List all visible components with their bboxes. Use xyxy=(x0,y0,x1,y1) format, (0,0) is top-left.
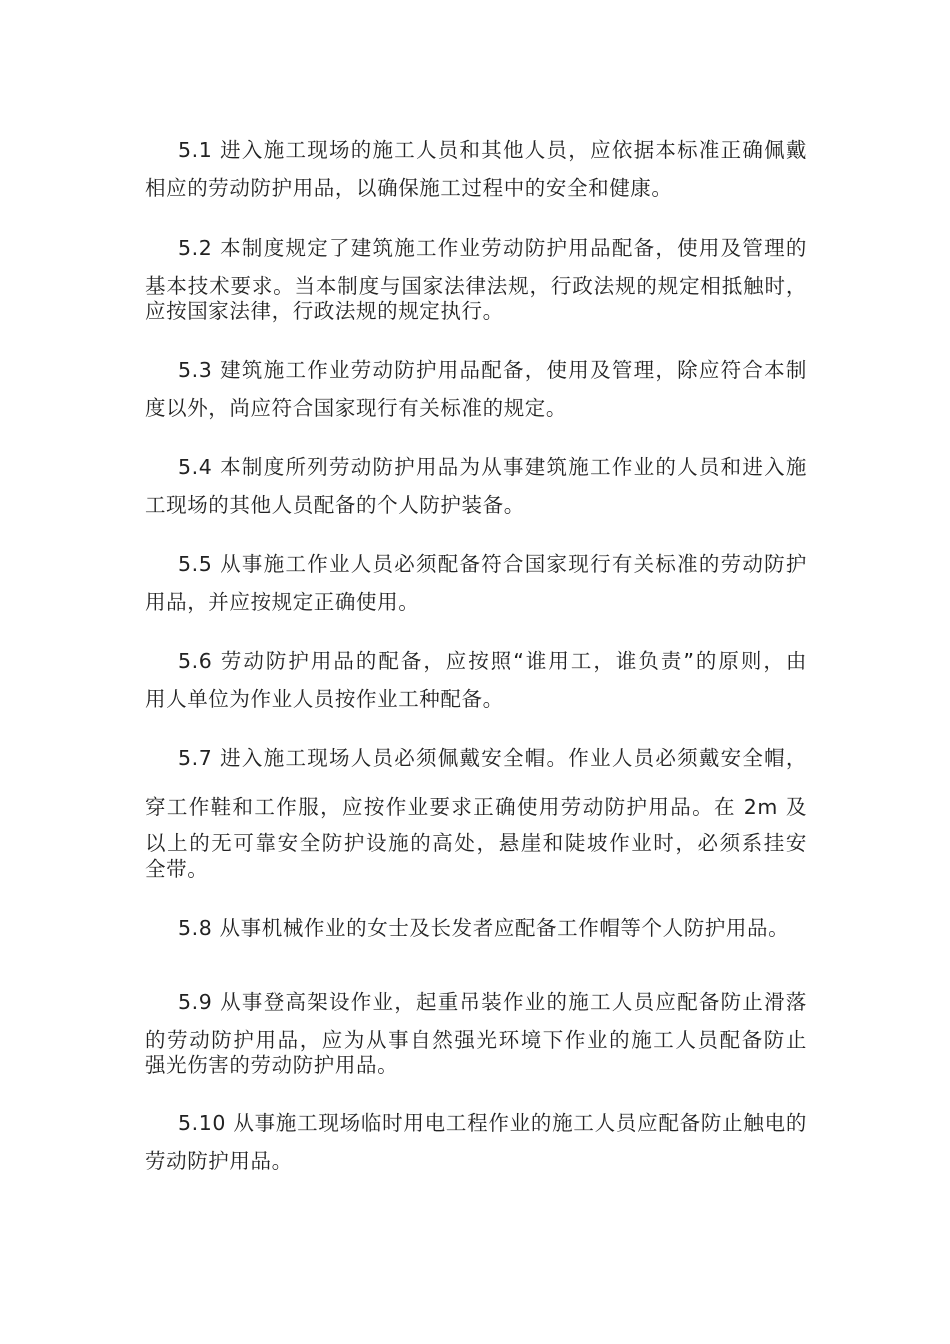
clause-line: 全带。 xyxy=(145,857,209,881)
clause-line: 5.9 从事登高架设作业，起重吊装作业的施工人员应配备防止滑落 xyxy=(178,990,807,1014)
clause-line: 的劳动防护用品，应为从事自然强光环境下作业的施工人员配备防止 xyxy=(145,1028,807,1052)
clause-line: 基本技术要求。当本制度与国家法律法规，行政法规的规定相抵触时， xyxy=(145,274,807,298)
clause-line: 5.10 从事施工现场临时用电工程作业的施工人员应配备防止触电的 xyxy=(178,1111,807,1135)
clause-line: 以上的无可靠安全防护设施的高处，悬崖和陡坡作业时，必须系挂安 xyxy=(145,831,807,855)
clause-line: 穿工作鞋和工作服，应按作业要求正确使用劳动防护用品。在 2m 及 xyxy=(145,795,807,819)
clause-line: 相应的劳动防护用品，以确保施工过程中的安全和健康。 xyxy=(145,176,673,200)
clause-line: 5.7 进入施工现场人员必须佩戴安全帽。作业人员必须戴安全帽， xyxy=(178,746,807,770)
clause-line: 5.3 建筑施工作业劳动防护用品配备，使用及管理，除应符合本制 xyxy=(178,358,807,382)
clause-line: 工现场的其他人员配备的个人防护装备。 xyxy=(145,493,525,517)
clause-line: 劳动防护用品。 xyxy=(145,1149,293,1173)
clause-line: 5.8 从事机械作业的女士及长发者应配备工作帽等个人防护用品。 xyxy=(178,916,790,940)
clause-line: 用品，并应按规定正确使用。 xyxy=(145,590,420,614)
clause-line: 5.5 从事施工作业人员必须配备符合国家现行有关标准的劳动防护 xyxy=(178,552,807,576)
clause-line: 5.2 本制度规定了建筑施工作业劳动防护用品配备，使用及管理的 xyxy=(178,236,807,260)
clause-line: 5.6 劳动防护用品的配备，应按照“谁用工，谁负责”的原则，由 xyxy=(178,649,807,673)
clause-line: 应按国家法律，行政法规的规定执行。 xyxy=(145,299,504,323)
clause-line: 5.4 本制度所列劳动防护用品为从事建筑施工作业的人员和进入施 xyxy=(178,455,807,479)
clause-line: 5.1 进入施工现场的施工人员和其他人员，应依据本标准正确佩戴 xyxy=(178,138,807,162)
clause-line: 度以外，尚应符合国家现行有关标准的规定。 xyxy=(145,396,567,420)
clause-line: 强光伤害的劳动防护用品。 xyxy=(145,1053,399,1077)
clause-line: 用人单位为作业人员按作业工种配备。 xyxy=(145,687,504,711)
